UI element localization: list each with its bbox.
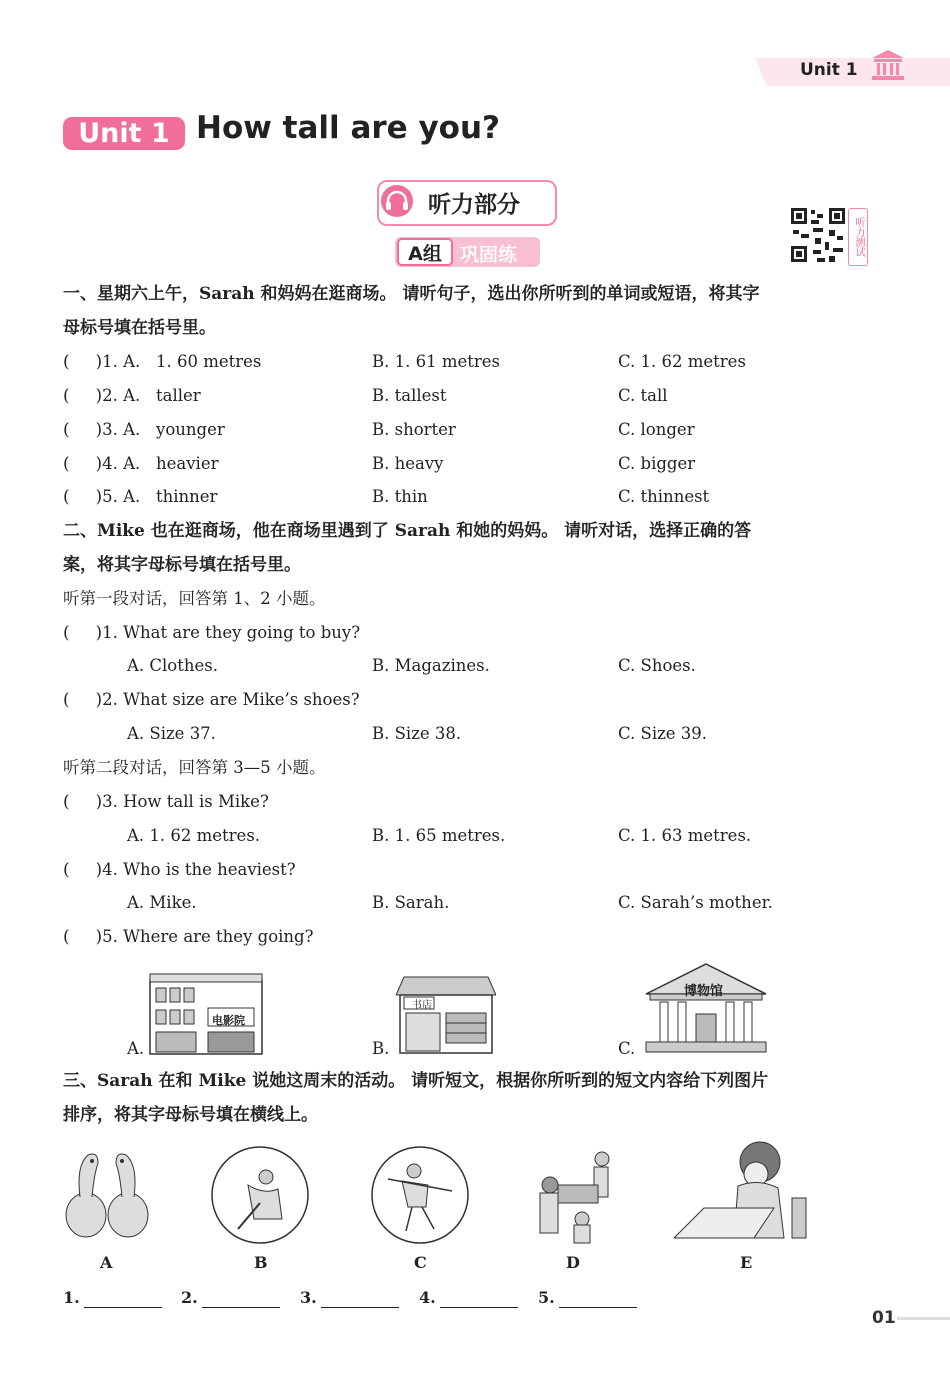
option-a: A. Mike. [127, 893, 197, 912]
sub-instruction: 听第一段对话，回答第 1、2 小题。 [63, 589, 326, 608]
shopping-illustration[interactable] [528, 1145, 616, 1245]
cleaning-illustration[interactable] [208, 1145, 312, 1245]
answer-bracket[interactable]: ( [63, 792, 70, 812]
picture-label: D [566, 1253, 580, 1272]
writing-illustration[interactable] [674, 1138, 810, 1246]
list-item[interactable]: ( )2. What size are Mike’s shoes? [63, 690, 360, 710]
list-item[interactable]: ( )2. A. [63, 386, 141, 406]
option-a: A. 1. 62 metres. [127, 826, 261, 845]
option-b: B. tallest [372, 386, 447, 405]
option-b: B. 1. 61 metres [372, 352, 501, 371]
option-c: C. thinnest [618, 487, 710, 506]
answer-blank[interactable]: 4. [419, 1288, 518, 1308]
answer-bracket[interactable]: ( [63, 690, 70, 710]
answer-bracket[interactable]: ( [63, 420, 70, 440]
list-item[interactable]: ( )1. What are they going to buy? [63, 623, 361, 643]
answer-bracket[interactable]: ( [63, 860, 70, 880]
option-c: C. Size 39. [618, 724, 708, 743]
group-name: 巩固练 [460, 244, 518, 266]
list-item[interactable]: ( )4. Who is the heaviest? [63, 860, 296, 880]
page-number: 01 [872, 1308, 896, 1328]
answer-blank[interactable]: 1. [63, 1288, 162, 1308]
answer-bracket[interactable]: ( [63, 623, 70, 643]
answer-bracket[interactable]: ( [63, 927, 70, 947]
museum-icon [870, 48, 906, 82]
option-a: younger [156, 420, 225, 439]
option-a: A. Size 37. [127, 724, 216, 743]
answer-bracket[interactable]: ( [63, 386, 70, 406]
part1-instruction-line2: 母标号填在括号里。 [63, 318, 216, 338]
option-b: B. shorter [372, 420, 456, 439]
option-c: C. Sarah’s mother. [618, 893, 773, 912]
part2-instruction-line2: 案，将其字母标号填在括号里。 [63, 555, 301, 575]
part2-instruction-line1: 二、Mike 也在逛商场，他在商场里遇到了 Sarah 和她的妈妈。 请听对话，选择正确的答 [63, 521, 752, 541]
list-item[interactable]: ( )4. A. [63, 454, 141, 474]
unit-badge: Unit 1 [63, 117, 185, 150]
bookstore-illustration[interactable] [396, 975, 496, 1055]
page-number-rule [897, 1317, 950, 1320]
option-a: 1. 60 metres [156, 352, 262, 371]
option-b: B. Size 38. [372, 724, 462, 743]
answer-bracket[interactable]: ( [63, 487, 70, 507]
headphones-icon [378, 183, 416, 219]
option-a: taller [156, 386, 201, 405]
museum-sign: 博物馆 [684, 984, 724, 999]
list-item[interactable]: ( )1. A. [63, 352, 141, 372]
answer-bracket[interactable]: ( [63, 352, 70, 372]
header-unit-label: Unit 1 [800, 60, 858, 80]
page-title: How tall are you? [196, 110, 501, 146]
option-c: C. longer [618, 420, 695, 439]
option-a: heavier [156, 454, 219, 473]
option-a: thinner [156, 487, 218, 506]
answer-blank[interactable]: 5. [538, 1288, 637, 1308]
option-b: B. thin [372, 487, 428, 506]
part1-instruction-line1: 一、星期六上午，Sarah 和妈妈在逛商场。 请听句子，选出你所听到的单词或短语，将其字 [63, 284, 760, 304]
part3-instruction-line2: 排序，将其字母标号填在横线上。 [63, 1105, 318, 1125]
picture-option-letter: B. [372, 1039, 390, 1058]
picture-label: B [254, 1253, 268, 1272]
cinema-building-illustration[interactable] [148, 970, 264, 1056]
list-item[interactable]: ( )5. Where are they going? [63, 927, 314, 947]
option-b: B. 1. 65 metres. [372, 826, 506, 845]
option-c: C. tall [618, 386, 668, 405]
qr-caption: 听力测试 [848, 208, 868, 266]
picture-option-letter: A. [127, 1039, 145, 1058]
qr-code-icon[interactable] [789, 206, 847, 264]
museum-illustration[interactable] [642, 962, 770, 1054]
dancing-illustration[interactable] [368, 1145, 472, 1245]
answer-bracket[interactable]: ( [63, 454, 70, 474]
group-letter: A组 [397, 238, 453, 266]
section-label: 听力部分 [428, 192, 520, 218]
picture-label: A [100, 1253, 113, 1272]
list-item[interactable]: ( )5. A. [63, 487, 141, 507]
option-c: C. 1. 63 metres. [618, 826, 752, 845]
picture-option-letter: C. [618, 1039, 636, 1058]
picture-label: C [414, 1253, 427, 1272]
list-item[interactable]: ( )3. A. [63, 420, 141, 440]
answer-blank[interactable]: 2. [181, 1288, 280, 1308]
cinema-sign: 电影院 [212, 1014, 245, 1027]
option-b: B. Magazines. [372, 656, 490, 675]
picture-label: E [740, 1253, 753, 1272]
list-item[interactable]: ( )3. How tall is Mike? [63, 792, 269, 812]
option-c: C. bigger [618, 454, 696, 473]
dinosaurs-illustration[interactable] [62, 1145, 154, 1245]
bookstore-sign: 书店 [412, 1000, 432, 1011]
option-b: B. heavy [372, 454, 444, 473]
option-c: C. 1. 62 metres [618, 352, 746, 371]
sub-instruction: 听第二段对话，回答第 3—5 小题。 [63, 758, 326, 777]
option-a: A. Clothes. [127, 656, 218, 675]
option-b: B. Sarah. [372, 893, 450, 912]
option-c: C. Shoes. [618, 656, 696, 675]
part3-instruction-line1: 三、Sarah 在和 Mike 说她这周末的活动。 请听短文，根据你所听到的短文内容给下列图片 [63, 1071, 769, 1091]
answer-blank[interactable]: 3. [300, 1288, 399, 1308]
